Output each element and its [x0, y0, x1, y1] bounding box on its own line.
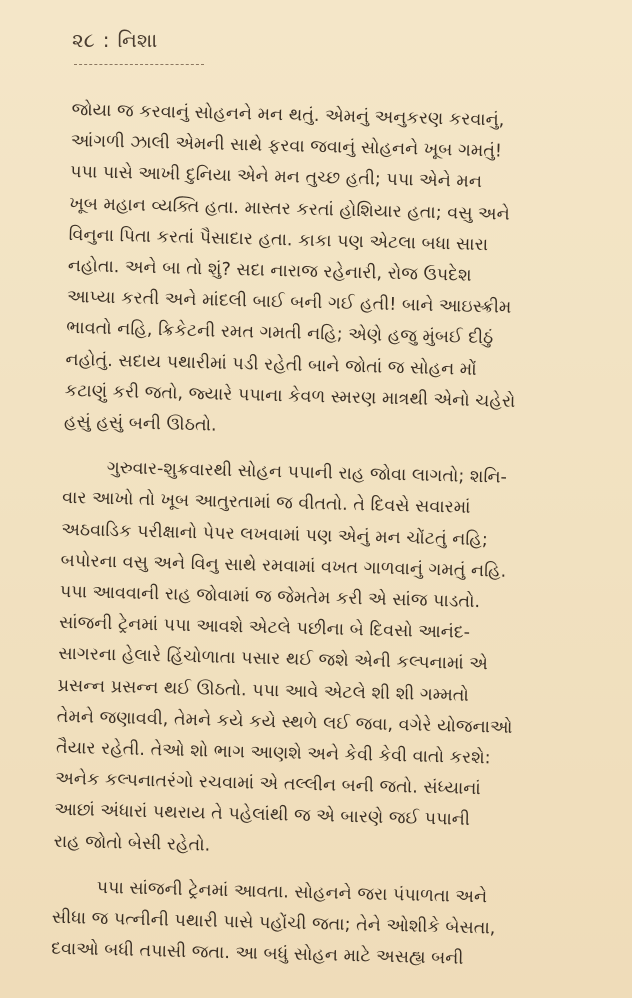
text-line: તેમને જણાવવી, તેમને કયે કયે સ્થળે લઈ જવા, વગેરે યોજનાઓ [56, 706, 513, 738]
text-line: પપા પાસે આખી દુનિયા એને મન તુચ્છ હતી; પપા એને મન [69, 162, 483, 193]
text-line: સીધા જ પત્નીની પથારી પાસે પહોંચી જતા; તેને ઓશીકે બેસતા, [51, 907, 496, 939]
text-line: ખૂબ મહાન વ્યક્તિ હતા. માસ્તર કરતાં હોશિયાર હતા; વસુ અને [69, 193, 510, 225]
text-line: પપા સાંજની ટ્રેનમાં આવતા. સોહનને જરા પંપાળતા અને [96, 877, 488, 908]
text-line: તૈયાર રહેતી. તેઓ શો ભાગ આણશે અને કેવી કેવી વાતો કરશે: [55, 737, 491, 769]
running-title: નિશા [117, 28, 158, 52]
text-line: પ્રસન્ન પ્રસન્ન થઈ ઊઠતો. પપા આવે એટલે શી શી ગમ્મતો [57, 675, 470, 706]
text-line: હસું હસું બની ઊઠતો. [63, 411, 217, 436]
header-separator: : [102, 28, 110, 52]
page-body [51, 95, 584, 978]
text-line: અનેક કલ્પનાતરંગો રચવામાં એ તલ્લીન બની જતો. સંધ્યાનાં [55, 769, 481, 800]
text-line: અઠવાડિક પરીક્ષાનો પેપર લખવામાં પણ એનું મન ચોંટતું નહિ; [61, 519, 489, 550]
paragraph [51, 872, 565, 978]
text-line: નહોતા. અને બા તો શું? સદા નારાજ રહેનારી, રોજ ઉપદેશ [67, 255, 472, 286]
text-line: ભાવતો નહિ, ક્રિકેટની રમત ગમતી નહિ; એણે હજુ મુંબઈ દીઠું [66, 318, 494, 349]
text-line: વિનુના પિતા કરતાં પૈસાદાર હતા. કાકા પણ એટલા બધા સારા [68, 224, 489, 256]
text-line: રાહ જોતો બેસી રહેતો. [53, 831, 211, 856]
header-dashed-rule [74, 64, 204, 65]
text-line: બપોરના વસુ અને વિનુ સાથે રમવામાં વખત ગાળવાનું ગમતું નહિ. [60, 550, 507, 582]
page-number: ૨૮ [72, 28, 95, 52]
text-line: વાર આખો તો ખૂબ આતુરતામાં જ વીતતો. તે દિવસે સવારમાં [61, 488, 471, 519]
paragraph [53, 452, 575, 870]
text-line: સાંજની ટ્રેનમાં પપા આવશે એટલે પછીના બે દિવસો આનંદ- [58, 613, 471, 644]
text-line: કટાણું કરી જતો, જ્યારે પપાના કેવળ સ્મરણ માત્રથી એનો ચહેરો [64, 380, 516, 412]
text-line: નહોતું. સદાય પથારીમાં પડી રહેતી બાને જોતાં જ સોહન મોં [65, 349, 477, 380]
text-line: સાગરના હેલારે હિંચોળાતા પસાર થઈ જશે એની કલ્પનામાં એ [58, 644, 489, 675]
page-header [72, 28, 584, 62]
text-line: આપ્યા કરતી અને માંદલી બાઈ બની ગઈ હતી! બાને આઇસ્ક્રીમ [66, 287, 512, 319]
text-line: દવાઓ બધી તપાસી જતા. આ બધું સોહન માટે અસહ્ય બની [50, 939, 464, 970]
text-line: આછાં અંધારાં પથરાય તે પહેલાંથી જ એ બારણે જઈ પપાની [54, 800, 471, 831]
text-line: પપા આવવાની રાહ જોવામાં જ જેમતેમ કરી એ સાંજ પાડતો. [59, 581, 481, 613]
text-line: આંગળી ઝાલી એમની સાથે ફરવા જવાનું સોહનને ખૂબ ગમતું! [70, 131, 503, 162]
paragraph [64, 95, 584, 451]
text-line: ગુરુવાર-શુક્રવારથી સોહન પપાની રાહ જોવા લાગતો; શનિ- [106, 458, 508, 488]
text-line: જોયા જ કરવાનું સોહનને મન થતું. એમનું અનુકરણ કરવાનું, [71, 99, 505, 131]
